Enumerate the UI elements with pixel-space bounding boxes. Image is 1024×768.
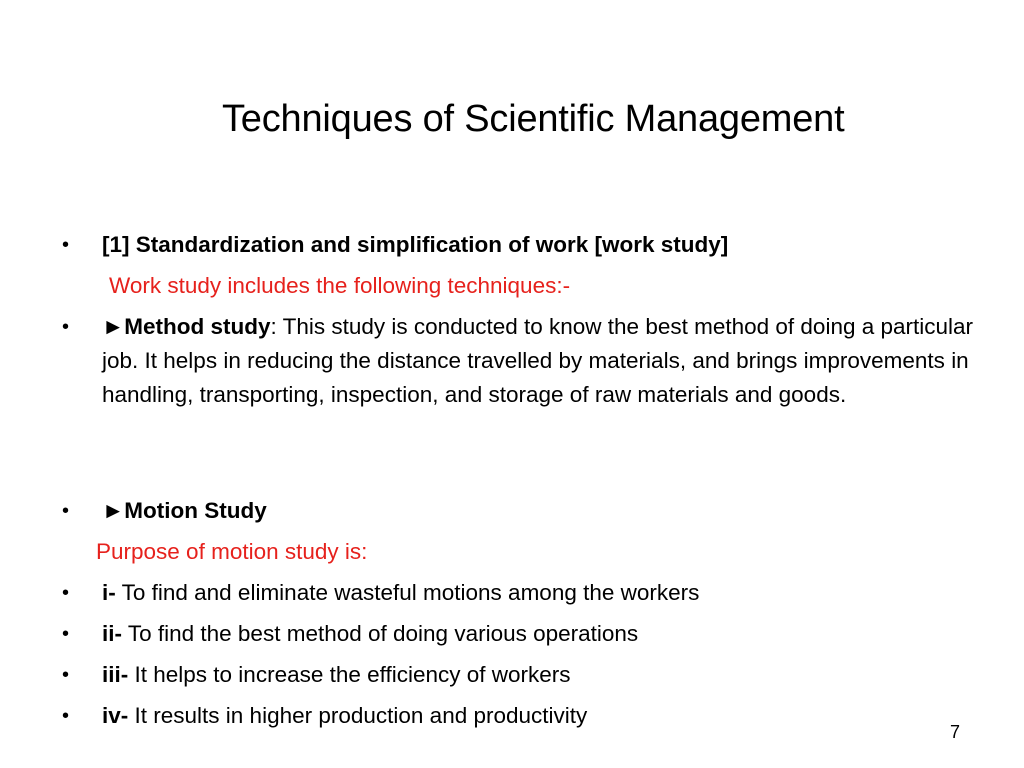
page-number: 7: [950, 722, 961, 742]
bullet-dot: •: [62, 500, 70, 522]
point-number: iv-: [102, 703, 129, 728]
motion-study-purpose: Purpose of motion study is:: [96, 539, 368, 564]
method-study-paragraph: [102, 310, 1002, 412]
bullet-dot: •: [62, 234, 70, 256]
bullet-dot: •: [62, 623, 70, 645]
point-text: It helps to increase the efficiency of workers: [128, 662, 571, 687]
arrow-icon: ►: [102, 314, 125, 339]
bullet-dot: •: [62, 664, 70, 686]
motion-study-heading: [102, 494, 267, 528]
bullet-dot: •: [62, 582, 70, 604]
motion-study-label: Motion Study: [124, 498, 267, 523]
work-study-intro: Work study includes the following techniques:-: [109, 273, 571, 298]
point-text: It results in higher production and productivity: [128, 703, 588, 728]
point-text: To find and eliminate wasteful motions among the workers: [115, 580, 700, 605]
slide-title: Techniques of Scientific Management: [222, 98, 845, 140]
method-study-text: : This study is conducted to know the best method of doing a particular job. It helps in reducing the distance travelled by materials, and brings improvements in handling, transporting, inspection, and storage of raw materials and goods.: [102, 314, 974, 407]
bullet-dot: •: [62, 705, 70, 727]
point-number: ii-: [102, 621, 122, 646]
method-study-label: Method study: [124, 314, 271, 339]
work-study-heading: [1] Standardization and simplification of work [work study]: [102, 232, 729, 257]
point-number: i-: [102, 580, 116, 605]
point-text: To find the best method of doing various operations: [122, 621, 639, 646]
arrow-icon: ►: [102, 498, 125, 523]
bullet-dot: •: [62, 316, 70, 338]
point-number: iii-: [102, 662, 129, 687]
